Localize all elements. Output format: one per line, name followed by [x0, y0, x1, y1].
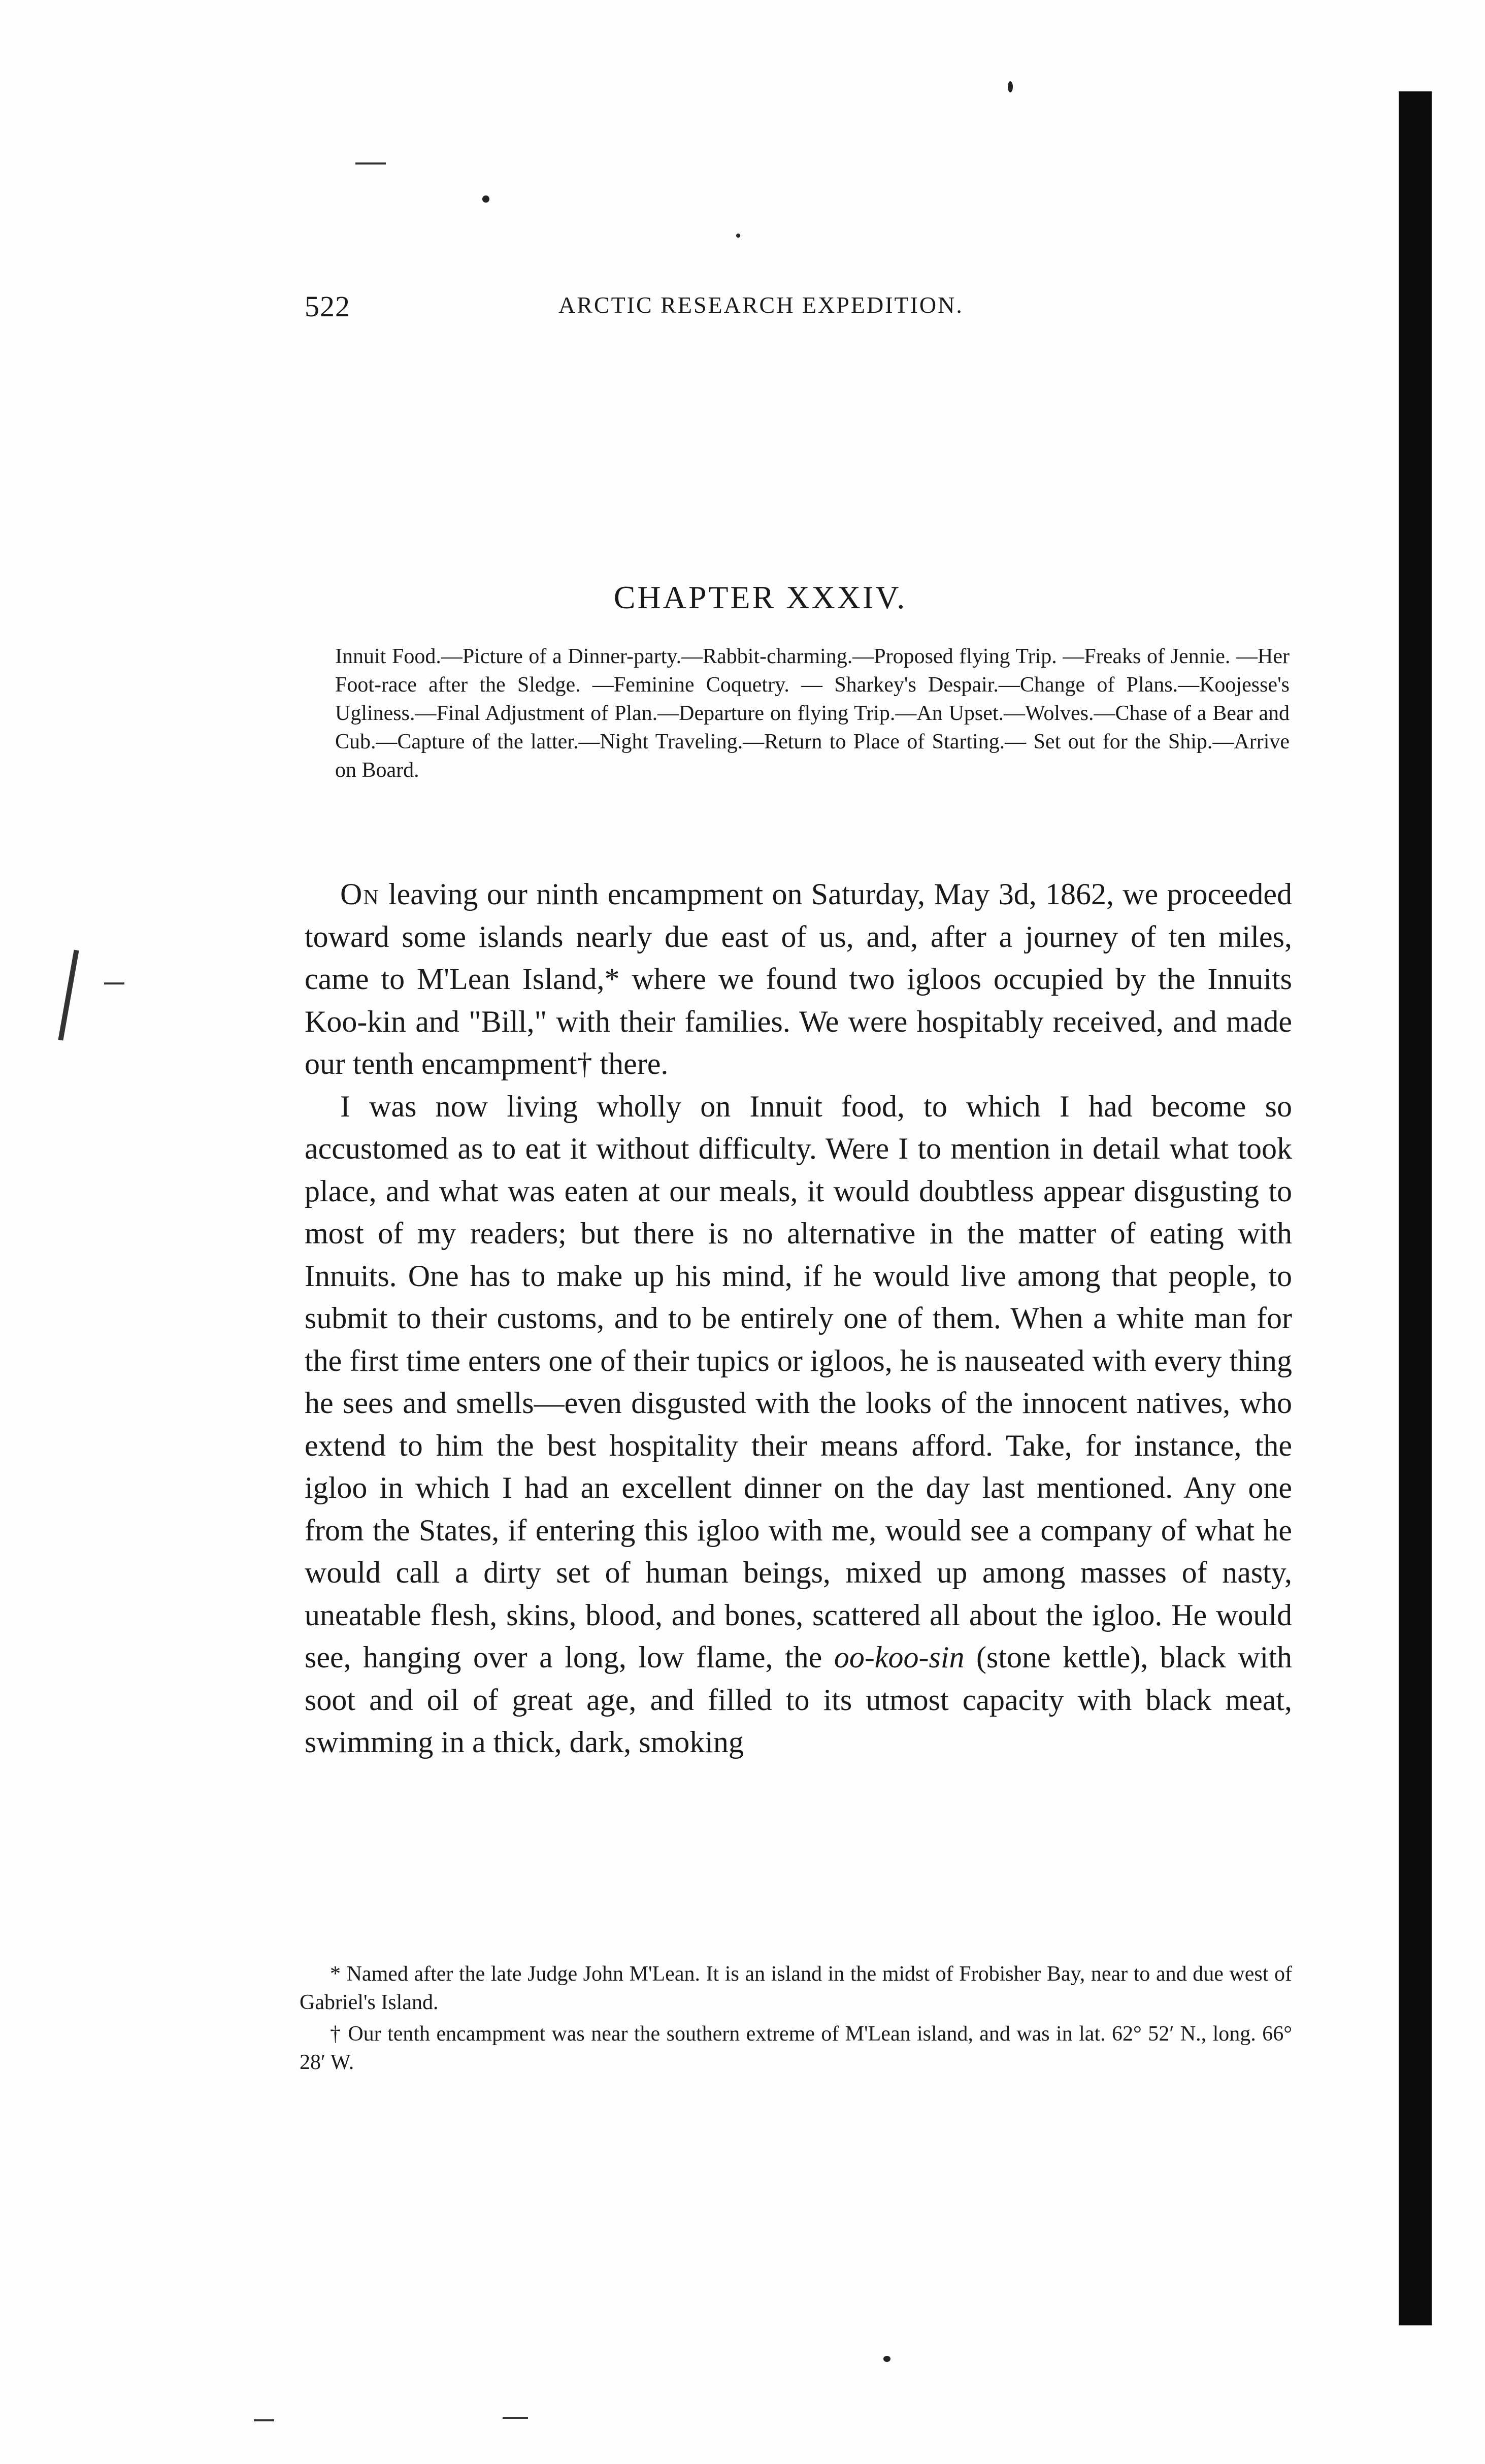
paragraph-text: I was now living wholly on Innuit food, to which I had become so accustomed as to eat it without difficulty. Were I to mention in detail what took place, and what was eaten at our meals, it would doubtless appear disgusting to most of my readers; but there is no alternative in the matter of eating with Innuits. One has to make up his mind, if he would live among that people, to submit to their customs, and to be entirely one of them. When a white man for the first time enters one of their tupics or igloos, he is nauseated with every thing he sees and smells—even disgusted with the looks of the innocent natives, who extend to him the best hospitality their means afford. Take, for instance, the igloo in which I had an excellent dinner on the day last mentioned. Any one from the States, if entering this igloo with me, would see a company of what he would call a dirty set of human beings, mixed up among masses of nasty, uneatable flesh, skins, blood, and bones, scattered all about the igloo. He would see, hanging over a long, low flame, the [305, 1089, 1292, 1674]
footnote: † Our tenth encampment was near the southern extreme of M'Lean island, and was in lat. 62° 52′ N., long. 66° 28′ W. [300, 2022, 1292, 2074]
scan-speck [736, 234, 740, 238]
scan-edge-shadow [1399, 91, 1432, 2325]
scan-speck [1008, 81, 1013, 92]
paragraph [305, 1086, 1292, 1764]
page-number: 522 [305, 290, 350, 323]
scan-mark [254, 2419, 274, 2421]
running-header [305, 289, 1066, 330]
scan-speck [883, 2356, 890, 2362]
paragraph [305, 873, 1292, 1086]
scan-mark [104, 982, 124, 984]
footnote: * Named after the late Judge John M'Lean. It is an island in the midst of Frobisher Bay, near to and due west of Gabriel's Island. [300, 1962, 1292, 2014]
chapter-synopsis: Innuit Food.—Picture of a Dinner-party.—Rabbit-charming.—Proposed flying Trip. —Freaks of Jennie. —Her Foot-race after the Sledge. —Feminine Coquetry. — Sharkey's Despair.—Change of Plans.—Koojesse's Ugliness.—Final Adjustment of Plan.—Departure on flying Trip.—An Upset.—Wolves.—Chase of a Bear and Cub.—Capture of the latter.—Night Traveling.—Return to Place of Starting.— Set out for the Ship.—Arrive on Board. [335, 645, 1290, 782]
body-text [305, 873, 1292, 1764]
scan-mark [58, 949, 79, 1040]
scan-mark [355, 162, 386, 165]
scan-speck [482, 195, 489, 203]
paragraph-text: (stone kettle), black with soot and oil of great age, and filled to its utmost capacity with black meat, swimming in a thick, dark, smoking [305, 1640, 1292, 1759]
scan-mark [503, 2417, 528, 2419]
paragraph-text: leaving our ninth encampment on Saturday, May 3d, 1862, we proceeded toward some islands nearly due east of us, and, after a journey of ten miles, came to M'Lean Island,* where we found two igloos occupied by the Innuits Koo-kin and "Bill," with their families. We were hospitably received, and made our tenth encampment† there. [305, 877, 1292, 1080]
chapter-title: CHAPTER XXXIV. [613, 579, 907, 615]
running-title: ARCTIC RESEARCH EXPEDITION. [558, 292, 964, 318]
footnotes [300, 1960, 1292, 2080]
native-term: oo-koo-sin [834, 1640, 965, 1674]
paragraph-lead-word: On [340, 877, 380, 911]
